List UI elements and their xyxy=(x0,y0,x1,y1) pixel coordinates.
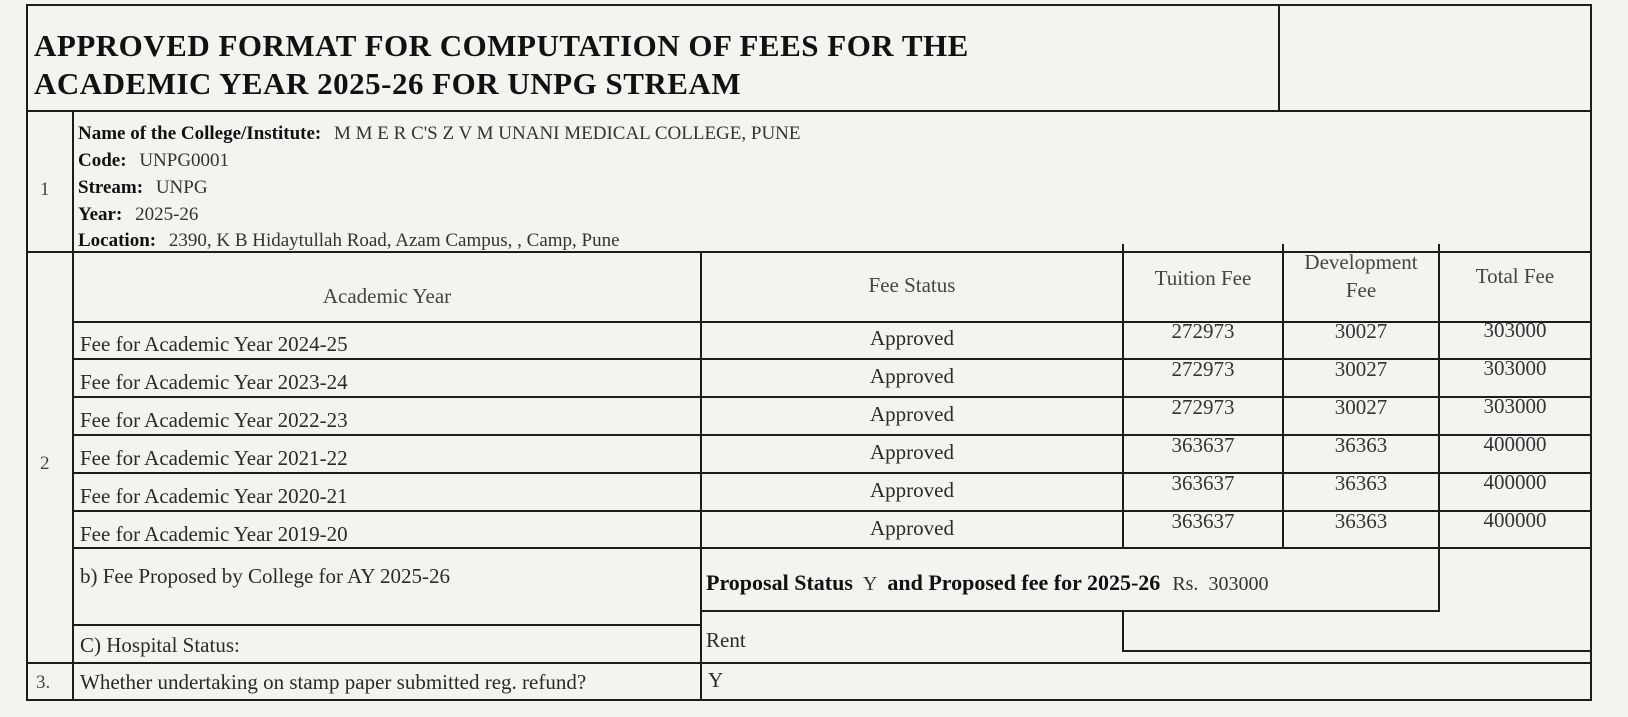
row-5-total-fee: 400000 xyxy=(1483,470,1547,494)
row-3-fee-status: Approved xyxy=(870,402,954,426)
row-6-development-fee: 36363 xyxy=(1334,509,1388,533)
row-4-total-fee: 400000 xyxy=(1483,432,1547,456)
row-1-fee-status: Approved xyxy=(870,326,954,350)
row-2-academic-year: Fee for Academic Year 2023-24 xyxy=(80,370,348,394)
row-4-tuition-fee: 363637 xyxy=(1171,433,1235,457)
header-total-fee: Total Fee xyxy=(1475,264,1555,288)
rule-top xyxy=(26,4,1592,6)
row-1-total-fee: 303000 xyxy=(1483,318,1547,342)
section-2-number: 2 xyxy=(40,453,50,474)
document-title-line-2: ACADEMIC YEAR 2025-26 FOR UNPG STREAM xyxy=(34,66,742,101)
proposed-fee-currency: Rs. xyxy=(1172,573,1199,595)
location-value: 2390, K B Hidaytullah Road, Azam Campus, , Camp, Pune xyxy=(168,230,620,251)
section-1-number: 1 xyxy=(40,179,50,200)
row-4-fee-status: Approved xyxy=(870,440,954,464)
rule-left xyxy=(26,4,28,701)
rule-title-bottom xyxy=(26,110,1592,112)
rule-proposed-bottom xyxy=(74,624,702,626)
code-label: Code: xyxy=(78,150,127,171)
hospital-status-label: C) Hospital Status: xyxy=(80,633,240,657)
row-6-academic-year: Fee for Academic Year 2019-20 xyxy=(80,522,348,546)
row-1-development-fee: 30027 xyxy=(1334,319,1388,343)
row-4-academic-year: Fee for Academic Year 2021-22 xyxy=(80,446,348,470)
row-5-tuition-fee: 363637 xyxy=(1171,471,1235,495)
row-3-total-fee: 303000 xyxy=(1483,394,1547,418)
stream-row xyxy=(78,178,208,197)
rule-right xyxy=(1590,4,1592,701)
rule-row6 xyxy=(74,547,1592,549)
stamp-paper-answer: Y xyxy=(708,668,724,692)
year-value: 2025-26 xyxy=(135,204,199,225)
year-label: Year: xyxy=(78,204,123,225)
row-2-tuition-fee: 272973 xyxy=(1171,357,1235,381)
rule-bottom xyxy=(26,699,1592,701)
college-name-value: M M E R C'S Z V M UNANI MEDICAL COLLEGE, PUNE xyxy=(334,123,801,144)
stamp-paper-question: Whether undertaking on stamp paper submitted reg. refund? xyxy=(80,670,587,694)
proposed-fee-text: and Proposed fee for 2025-26 xyxy=(887,570,1161,595)
row-6-tuition-fee: 363637 xyxy=(1171,509,1235,533)
row-1-academic-year: Fee for Academic Year 2024-25 xyxy=(80,332,348,356)
proposed-fee-amount: 303000 xyxy=(1208,573,1269,595)
college-name-row xyxy=(78,124,801,143)
hospital-status-value: Rent xyxy=(706,628,746,652)
rule-development-column xyxy=(1438,244,1440,612)
row-5-fee-status: Approved xyxy=(870,478,954,502)
code-row xyxy=(78,151,229,170)
rule-proposal-bottom xyxy=(702,610,1440,612)
row-3-academic-year: Fee for Academic Year 2022-23 xyxy=(80,408,348,432)
section-3-number: 3. xyxy=(36,672,51,693)
row-1-tuition-fee: 272973 xyxy=(1171,319,1235,343)
code-value: UNPG0001 xyxy=(139,150,230,171)
header-development-fee-line-2: Fee xyxy=(1345,278,1377,302)
stream-label: Stream: xyxy=(78,177,144,198)
rule-year-column xyxy=(700,251,702,701)
row-2-fee-status: Approved xyxy=(870,364,954,388)
proposal-status-label: Proposal Status xyxy=(706,570,853,595)
proposal-status-value: Y xyxy=(862,573,878,595)
header-academic-year: Academic Year xyxy=(322,284,452,308)
rule-title-divider xyxy=(1278,4,1280,112)
rule-status-column xyxy=(1122,244,1124,547)
row-2-total-fee: 303000 xyxy=(1483,356,1547,380)
row-2-development-fee: 30027 xyxy=(1334,357,1388,381)
stream-value: UNPG xyxy=(155,177,208,198)
college-name-label: Name of the College/Institute: xyxy=(78,123,322,144)
rule-hospital-bottom xyxy=(26,662,1592,664)
header-tuition-fee: Tuition Fee xyxy=(1154,266,1252,290)
row-3-development-fee: 30027 xyxy=(1334,395,1388,419)
proposal-status-line xyxy=(706,572,1268,594)
row-5-academic-year: Fee for Academic Year 2020-21 xyxy=(80,484,348,508)
row-6-fee-status: Approved xyxy=(870,516,954,540)
rule-hospital-divider xyxy=(1122,610,1124,652)
document-title-line-1: APPROVED FORMAT FOR COMPUTATION OF FEES FOR THE xyxy=(34,28,969,63)
row-4-development-fee: 36363 xyxy=(1334,433,1388,457)
header-development-fee-line-1: Development xyxy=(1304,250,1418,274)
row-3-tuition-fee: 272973 xyxy=(1171,395,1235,419)
row-6-total-fee: 400000 xyxy=(1483,508,1547,532)
rule-number-column xyxy=(72,110,74,701)
year-row xyxy=(78,205,198,224)
proposed-fee-label: b) Fee Proposed by College for AY 2025-26 xyxy=(80,564,450,588)
location-row xyxy=(78,231,620,250)
rule-hospital-right xyxy=(1124,650,1592,652)
row-5-development-fee: 36363 xyxy=(1334,471,1388,495)
header-fee-status: Fee Status xyxy=(868,273,956,297)
location-label: Location: xyxy=(78,230,157,251)
